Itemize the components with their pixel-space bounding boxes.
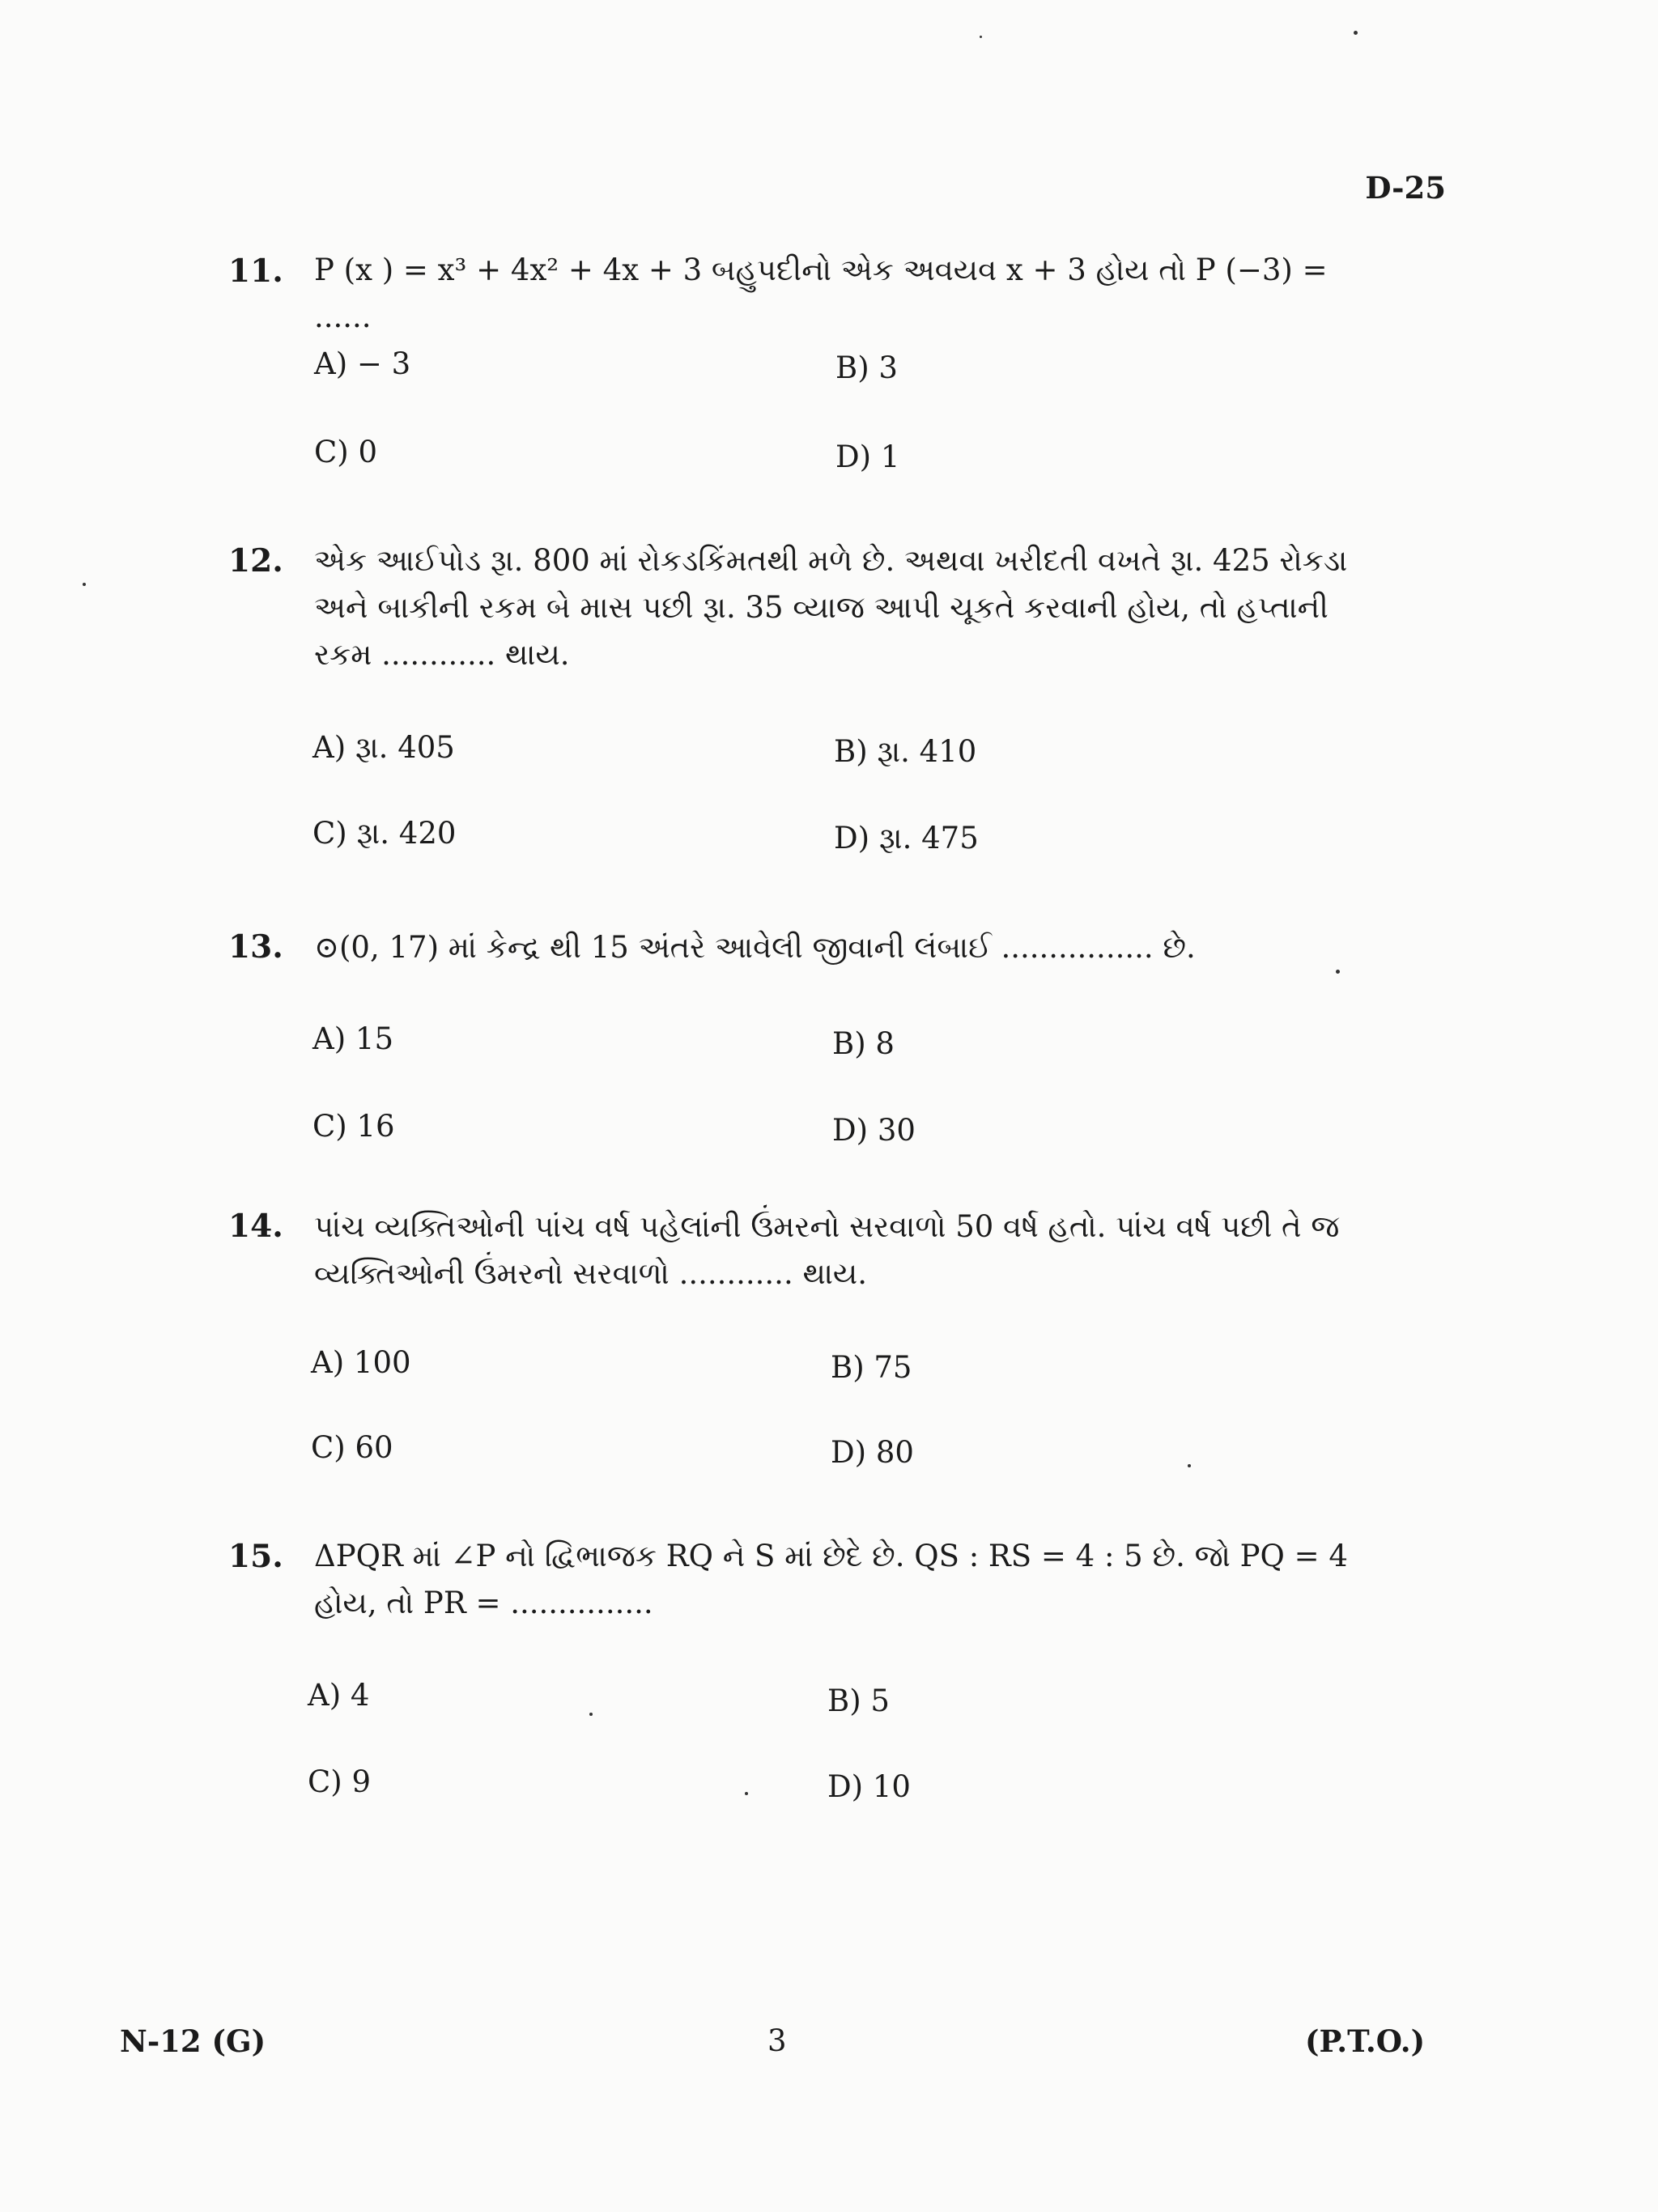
question-text: ΔPQR માં ∠P નો દ્વિભાજક RQ ને S માં છેદે છે. QS : RS = 4 : 5 છે. જો PQ = 4 હોય, તો PR = ............... — [314, 1539, 1348, 1620]
option-a: A) 100 — [311, 1345, 411, 1380]
question-number: 13. — [228, 928, 283, 966]
question-text: ⊙(0, 17) માં કેન્દ્ર થી 15 અંતરે આવેલી જીવાની લંબાઈ ................ છે. — [314, 930, 1196, 965]
footer-page-number: 3 — [767, 2023, 787, 2058]
scan-speck — [1336, 970, 1340, 974]
scan-speck — [1188, 1464, 1191, 1467]
option-a: A) − 3 — [314, 346, 411, 381]
scan-speck — [1354, 31, 1358, 35]
footer-pto: (P.T.O.) — [1305, 2023, 1426, 2059]
question-number: 12. — [228, 542, 283, 580]
option-b: B) 5 — [827, 1683, 890, 1718]
question-text: એક આઈપોડ રૂા. 800 માં રોકડકિંમતથી મળે છે. અથવા ખરીદતી વખતે રૂા. 425 રોકડા અને બાકીની રકમ બે માસ પછી રૂા. 35 વ્યાજ આપી ચૂકતે કરવાની હોય, તો હપ્તાની રકમ ............ થાય. — [314, 543, 1348, 672]
option-c: C) 16 — [312, 1109, 395, 1144]
option-a: A) રૂા. 405 — [312, 730, 455, 765]
question-text: પાંચ વ્યક્તિઓની પાંચ વર્ષ પહેલાંની ઉંમરનો સરવાળો 50 વર્ષ હતો. પાંચ વર્ષ પછી તે જ વ્યક્તિઓની ઉંમરનો સરવાળો ............ થાય. — [314, 1209, 1340, 1291]
option-d: D) 1 — [835, 439, 900, 474]
option-a: A) 4 — [308, 1678, 370, 1713]
option-d: D) રૂા. 475 — [834, 821, 979, 856]
scan-speck — [83, 583, 86, 586]
option-c: C) રૂા. 420 — [312, 816, 457, 851]
option-d: D) 80 — [831, 1435, 914, 1470]
option-b: B) 75 — [831, 1350, 912, 1385]
option-d: D) 30 — [832, 1113, 916, 1148]
question-text: P (x ) = x³ + 4x² + 4x + 3 બહુપદીનો એક અવયવ x + 3 હોય તો P (−3) = ...... — [314, 253, 1328, 334]
question-number: 15. — [228, 1538, 283, 1575]
option-c: C) 9 — [308, 1764, 372, 1799]
option-c: C) 0 — [314, 435, 378, 469]
page-code: D-25 — [1365, 170, 1446, 206]
scan-speck — [980, 36, 982, 38]
question-number: 11. — [228, 253, 283, 290]
option-b: B) રૂા. 410 — [834, 734, 977, 769]
option-a: A) 15 — [312, 1021, 393, 1056]
option-b: B) 8 — [832, 1026, 895, 1061]
option-d: D) 10 — [827, 1769, 911, 1804]
option-c: C) 60 — [311, 1430, 393, 1465]
footer-paper-code: N-12 (G) — [120, 2023, 266, 2059]
question-number: 14. — [228, 1208, 283, 1245]
scan-speck — [745, 1792, 748, 1795]
option-b: B) 3 — [835, 350, 898, 385]
scan-speck — [589, 1713, 593, 1716]
